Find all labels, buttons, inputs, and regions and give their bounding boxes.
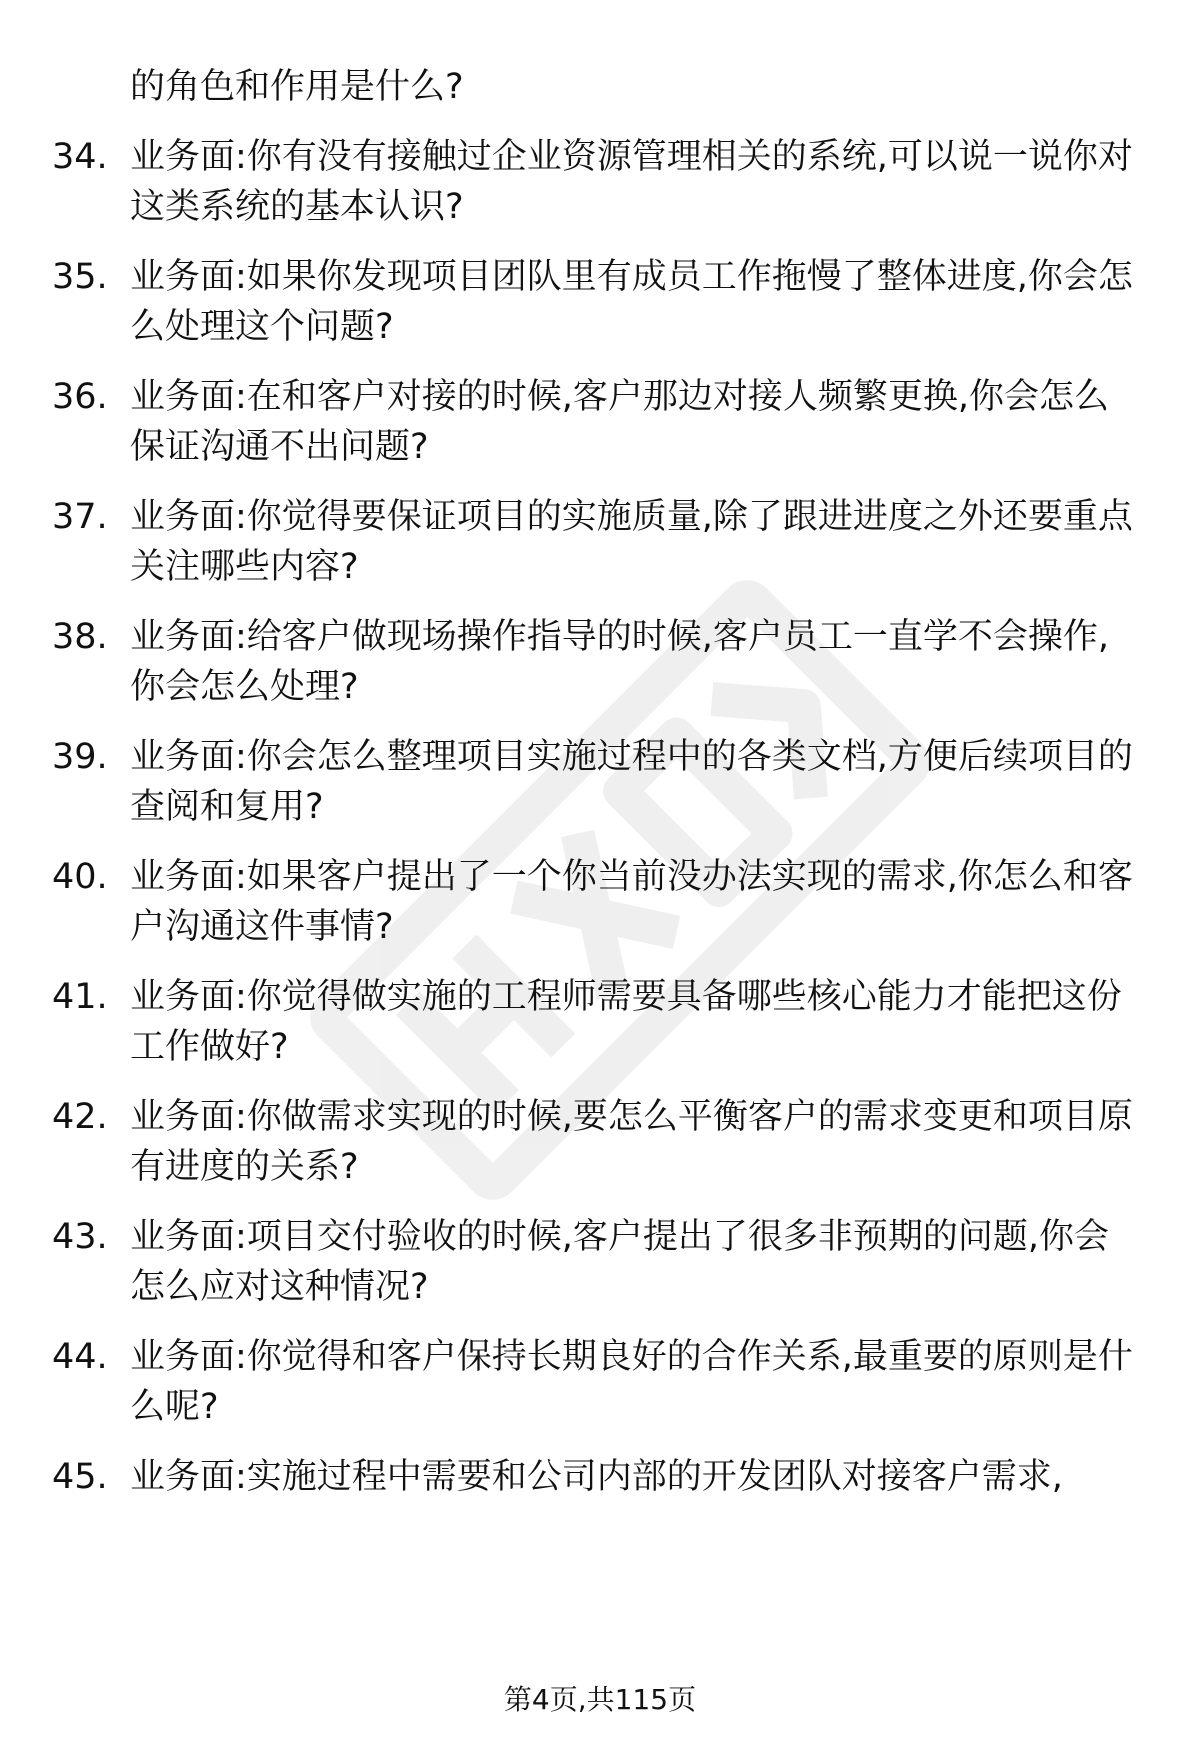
question-number: 36. [52,377,108,417]
question-number: 39. [52,737,108,777]
continued-question-text: 的角色和作用是什么? [130,67,464,107]
question-text: 业务面:你会怎么整理项目实施过程中的各类文档,方便后续项目的查阅和复用? [130,737,1133,827]
question-text: 业务面:你觉得做实施的工程师需要具备哪些核心能力才能把这份工作做好? [130,977,1122,1067]
question-text: 业务面:如果你发现项目团队里有成员工作拖慢了整体进度,你会怎么处理这个问题? [130,257,1133,347]
question-text: 业务面:实施过程中需要和公司内部的开发团队对接客户需求, [130,1457,1063,1497]
question-text: 业务面:你有没有接触过企业资源管理相关的系统,可以说一说你对这类系统的基本认识? [130,137,1133,227]
question-number: 44. [52,1337,108,1377]
question-text: 业务面:如果客户提出了一个你当前没办法实现的需求,你怎么和客户沟通这件事情? [130,857,1133,947]
question-number: 41. [52,977,108,1017]
page-footer: 第4页,共115页 [503,1683,697,1716]
question-number: 45. [52,1457,108,1497]
question-number: 34. [52,137,108,177]
question-text: 业务面:你觉得要保证项目的实施质量,除了跟进进度之外还要重点关注哪些内容? [130,497,1133,587]
question-text: 业务面:在和客户对接的时候,客户那边对接人频繁更换,你会怎么保证沟通不出问题? [130,377,1110,467]
question-number: 37. [52,497,108,537]
question-text: 业务面:你做需求实现的时候,要怎么平衡客户的需求变更和项目原有进度的关系? [130,1097,1133,1187]
question-text: 业务面:给客户做现场操作指导的时候,客户员工一直学不会操作,你会怎么处理? [130,617,1110,707]
question-text: 业务面:项目交付验收的时候,客户提出了很多非预期的问题,你会怎么应对这种情况? [130,1217,1110,1307]
question-number: 42. [52,1097,108,1137]
question-number: 35. [52,257,108,297]
question-number: 38. [52,617,108,657]
question-number: 43. [52,1217,108,1257]
question-number: 40. [52,857,108,897]
question-text: 业务面:你觉得和客户保持长期良好的合作关系,最重要的原则是什么呢? [130,1337,1133,1427]
